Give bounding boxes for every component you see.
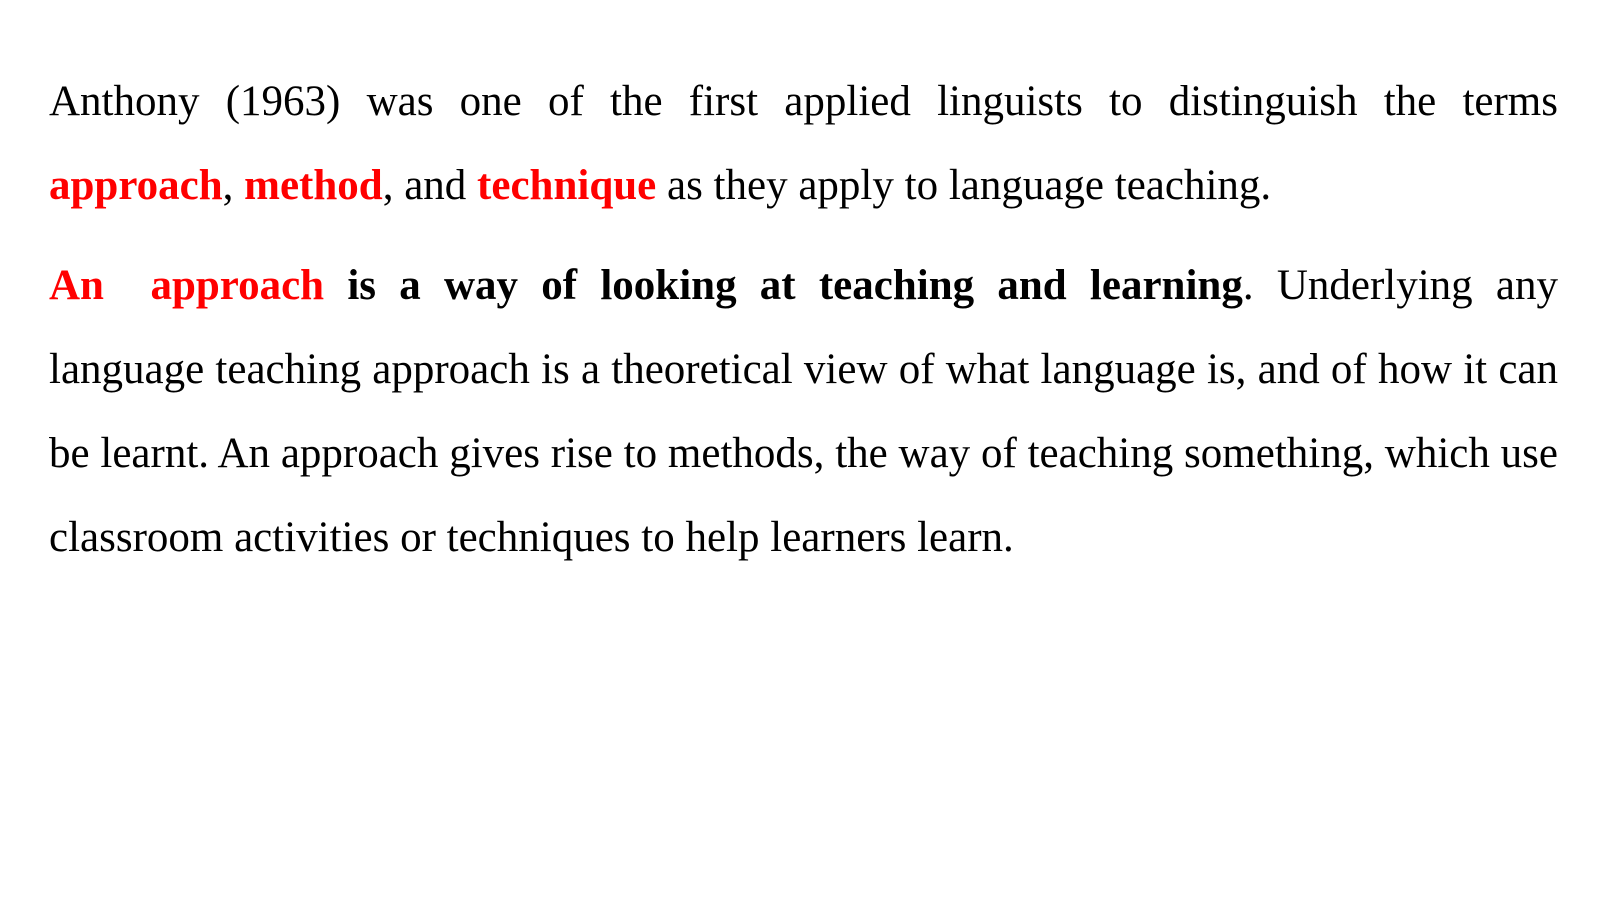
term-an: An [49,262,104,309]
paragraph-2-rest: . Underlying any language teaching approach is a theoretical view of what language is, and of how it can be learnt. An approach gives rise to methods, the way of teaching something, which use classroom activities or techniques to help learners learn. [49,262,1559,561]
paragraph-anthony [49,60,1558,228]
paragraph-1-lead: Anthony (1963) was one of the first applied linguists to distinguish the terms [49,78,1558,125]
paragraph-approach-definition [49,244,1558,580]
term-approach-2: approach [150,262,325,309]
paragraph-1-sep-1: , [222,162,245,209]
paragraph-1-sep-2: , and [382,162,478,209]
term-technique: technique [477,162,657,209]
term-gap [104,262,150,309]
term-method: method [244,162,383,209]
paragraph-1-tail: as they apply to language teaching. [656,162,1272,209]
term-approach: approach [49,162,223,209]
approach-definition: is a way of looking at teaching and learning [324,262,1243,309]
